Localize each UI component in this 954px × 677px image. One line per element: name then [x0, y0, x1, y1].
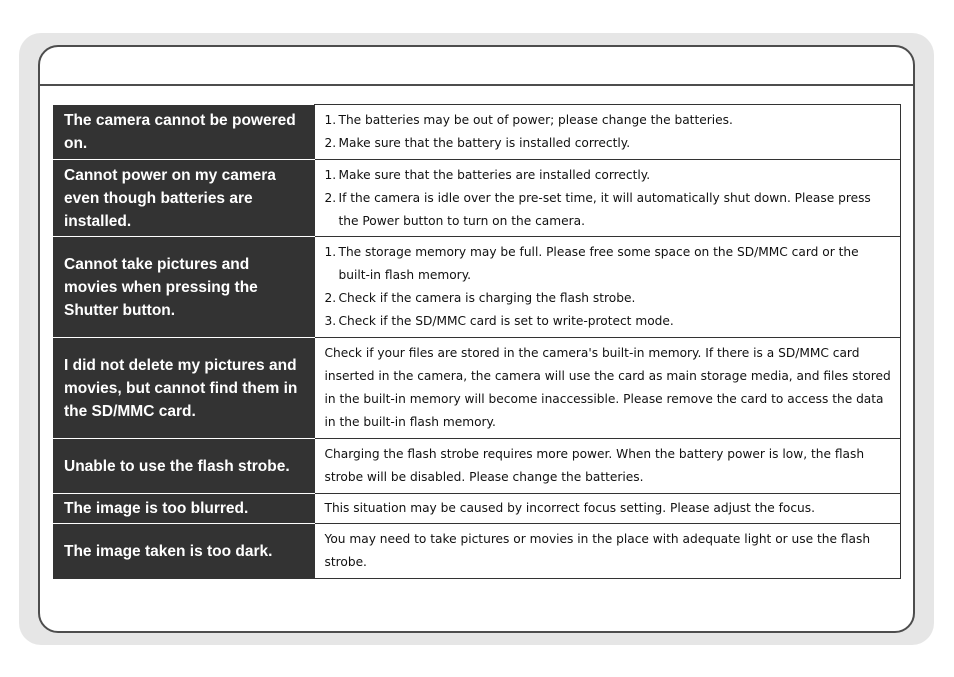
problem-cell: The image taken is too dark.	[53, 524, 314, 579]
problem-cell: Unable to use the flash strobe.	[53, 439, 314, 494]
list-item	[325, 241, 893, 287]
solution-cell: Check if your files are stored in the camera's built-in memory. If there is a SD/MMC card inserted in the camera, the camera will use the card as main storage media, and files stored in the built-in memory will become inaccessible. Please remove the card to access the data in the built-in flash memory.	[314, 338, 901, 439]
solution-cell: This situation may be caused by incorrect focus setting. Please adjust the focus.	[314, 494, 901, 524]
solution-cell	[314, 160, 901, 237]
solution-cell: You may need to take pictures or movies in the place with adequate light or use the flash strobe.	[314, 524, 901, 579]
solution-text: Make sure that the batteries are installed correctly.	[338, 167, 651, 182]
list-item	[325, 287, 893, 310]
solution-text: Make sure that the battery is installed correctly.	[338, 136, 631, 150]
problem-cell: The image is too blurred.	[53, 494, 314, 524]
item-number: 3.	[324, 314, 337, 328]
list-item	[325, 310, 893, 333]
troubleshooting-table	[53, 104, 901, 579]
item-number: 1.	[324, 113, 337, 127]
table-row	[53, 494, 901, 524]
problem-cell: I did not delete my pictures and movies, but cannot find them in the SD/MMC card.	[53, 338, 314, 439]
list-item	[325, 132, 893, 155]
item-number: 2.	[324, 190, 337, 205]
table-row	[53, 524, 901, 579]
solution-list	[325, 109, 893, 155]
solution-text: The storage memory may be full. Please free some space on the SD/MMC card or the built-in flash memory.	[338, 245, 859, 282]
solution-text: Check if the SD/MMC card is set to write-protect mode.	[338, 314, 674, 328]
problem-cell: Cannot take pictures and movies when pressing the Shutter button.	[53, 237, 314, 338]
header-divider	[40, 84, 913, 86]
solution-list	[325, 164, 893, 233]
problem-cell: The camera cannot be powered on.	[53, 105, 314, 160]
table-row	[53, 105, 901, 160]
table-row	[53, 237, 901, 338]
solution-cell	[314, 105, 901, 160]
list-item	[325, 109, 893, 132]
item-number: 2.	[324, 136, 337, 150]
item-number: 1.	[324, 245, 337, 259]
solution-cell	[314, 237, 901, 338]
item-number: 2.	[324, 291, 337, 305]
item-number: 1.	[324, 167, 337, 182]
solution-text: The batteries may be out of power; please change the batteries.	[338, 113, 733, 127]
solution-text: If the camera is idle over the pre-set time, it will automatically shut down. Please press the Power button to turn on the camera.	[338, 190, 871, 228]
table-row	[53, 338, 901, 439]
problem-cell: Cannot power on my camera even though batteries are installed.	[53, 160, 314, 237]
list-item	[325, 164, 893, 187]
solution-list	[325, 241, 893, 333]
solution-cell: Charging the flash strobe requires more power. When the battery power is low, the flash strobe will be disabled. Please change the batteries.	[314, 439, 901, 494]
table-row	[53, 439, 901, 494]
table-row	[53, 160, 901, 237]
solution-text: Check if the camera is charging the flash strobe.	[338, 291, 636, 305]
list-item	[325, 187, 893, 233]
